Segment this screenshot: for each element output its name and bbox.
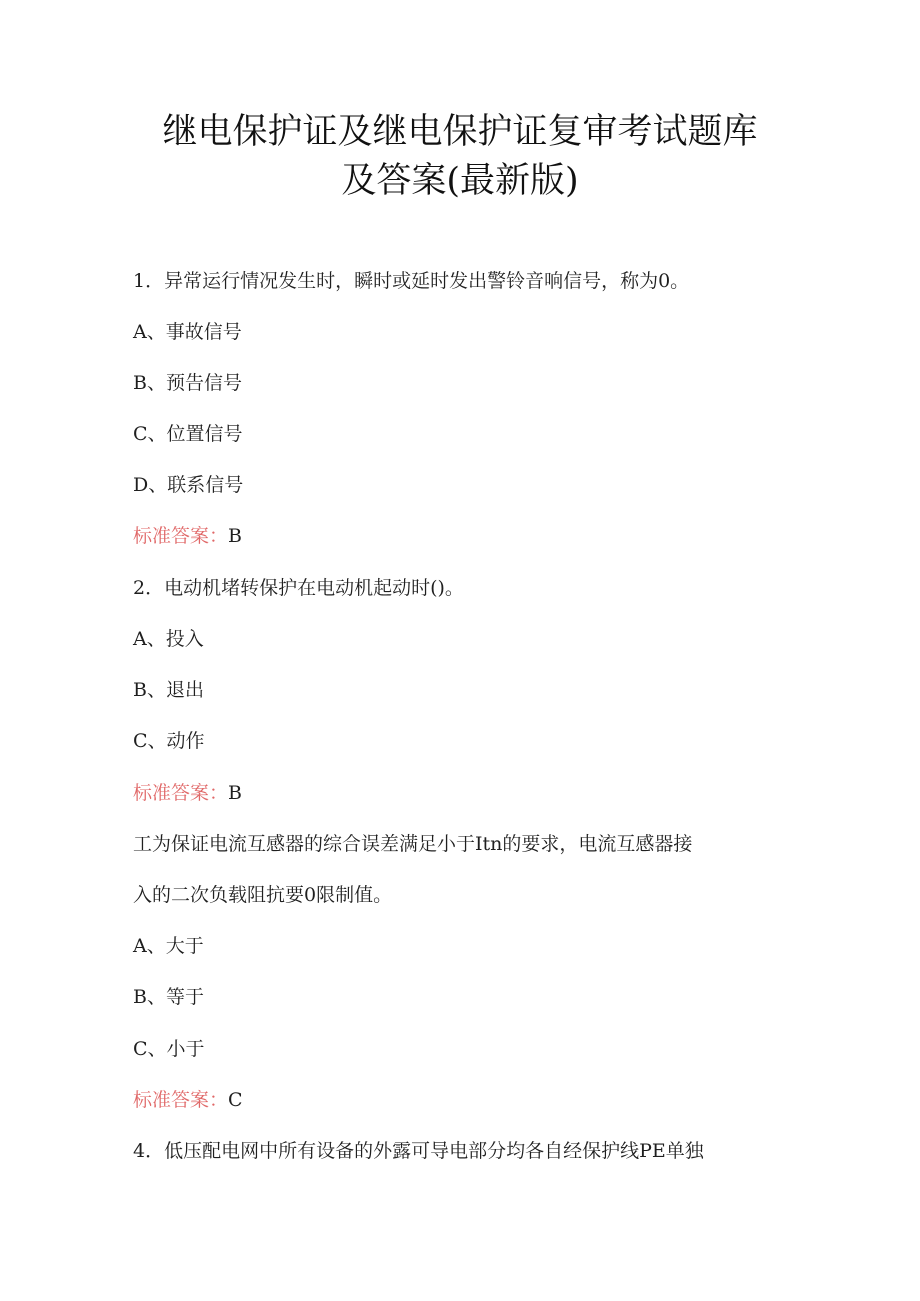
question-3-answer — [133, 1087, 243, 1113]
title-line-2: 及答案(最新版) — [341, 161, 579, 201]
question-2-option-b: B、退出 — [133, 679, 204, 701]
answer-label: 标准答案： — [133, 1089, 229, 1111]
answer-value: B — [228, 782, 242, 804]
question-3-stem-line-2: 入的二次负载阻抗要0限制值。 — [133, 884, 393, 906]
answer-label: 标准答案： — [133, 782, 229, 804]
question-2-answer — [133, 780, 242, 806]
question-1-option-c: C、位置信号 — [133, 423, 243, 445]
answer-label: 标准答案： — [133, 525, 229, 547]
question-4-stem: 4．低压配电网中所有设备的外露可导电部分均各自经保护线PE单独 — [133, 1140, 704, 1162]
answer-value: C — [228, 1089, 243, 1111]
question-1-stem: 1．异常运行情况发生时，瞬时或延时发出警铃音响信号，称为0。 — [133, 270, 690, 292]
question-3-option-a: A、大于 — [133, 935, 204, 957]
answer-value: B — [228, 525, 242, 547]
question-3-option-c: C、小于 — [133, 1038, 205, 1060]
question-1-option-b: B、预告信号 — [133, 372, 242, 394]
question-1-option-a: A、事故信号 — [133, 321, 242, 343]
question-2-stem: 2．电动机堵转保护在电动机起动时()。 — [133, 577, 464, 599]
question-1-option-d: D、联系信号 — [133, 474, 244, 496]
question-1-answer — [133, 523, 242, 549]
question-3-option-b: B、等于 — [133, 986, 204, 1008]
document-title — [60, 108, 860, 206]
question-3-stem-line-1: 工为保证电流互感器的综合误差满足小于Itn的要求，电流互感器接 — [133, 833, 693, 855]
question-2-option-a: A、投入 — [133, 628, 204, 650]
title-line-1: 继电保护证及继电保护证复审考试题库 — [162, 112, 758, 152]
question-2-option-c: C、动作 — [133, 730, 205, 752]
